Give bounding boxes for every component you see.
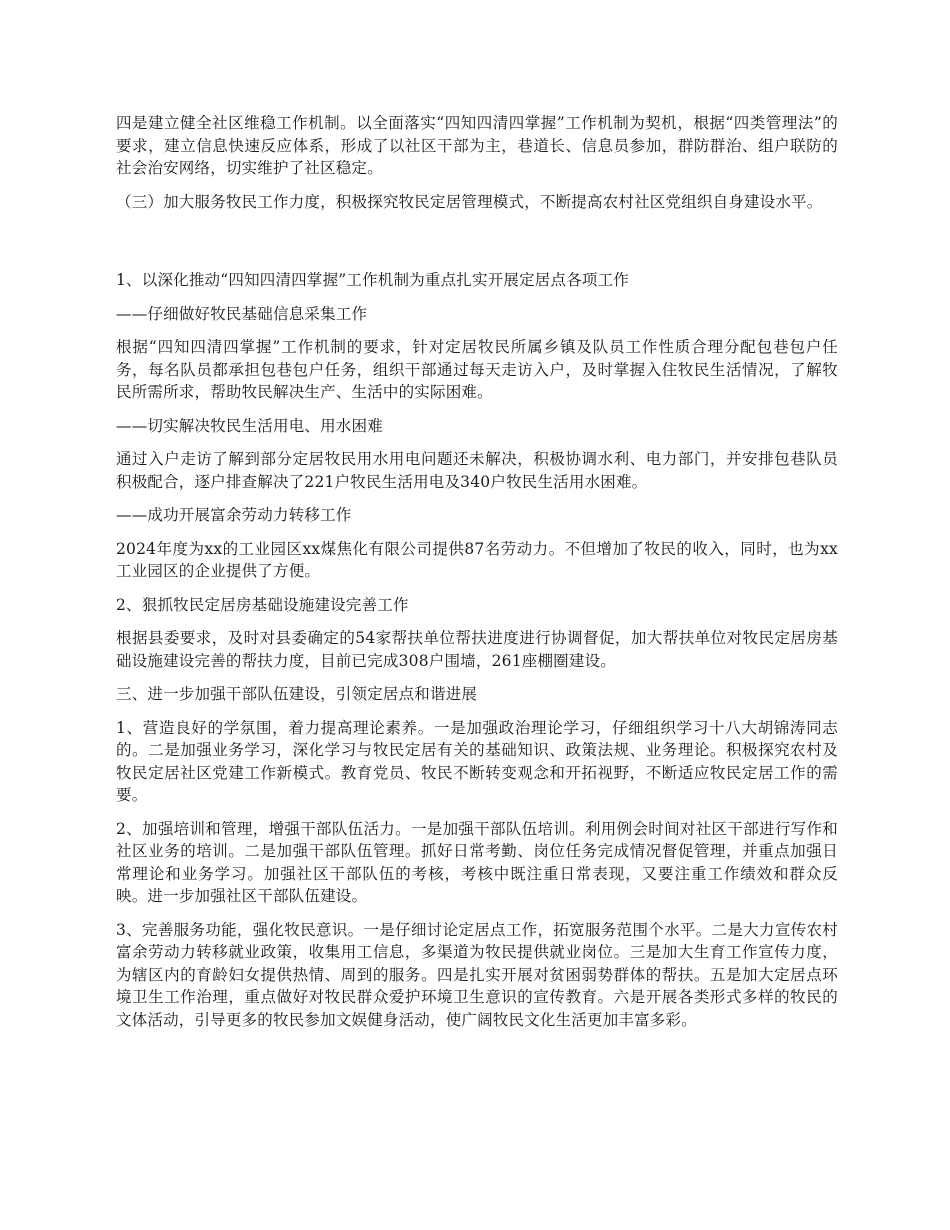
dash-heading-water-power: ——切实解决牧民生活用电、用水困难 <box>116 416 383 435</box>
section-heading-service: （三）加大服务牧民工作力度，积极探究牧民定居管理模式，不断提高农村社区党组织自身建设水平。 <box>116 192 823 211</box>
dash-heading-info-collection: ——仔细做好牧民基础信息采集工作 <box>116 304 368 323</box>
paragraph-labor-transfer: 2024年度为xx的工业园区xx煤焦化有限公司提供87名劳动力。不但增加了牧民的收入，同时，也为xx工业园区的企业提供了方便。 <box>116 539 838 580</box>
paragraph-info-collection: 根据“四知四清四掌握”工作机制的要求，针对定居牧民所属乡镇及队员工作性质合理分配包巷包户任务，每名队员都承担包巷包户任务，组织干部通过每天走访入户，及时掌握入住牧民生活情况，了解牧民所需所求，帮助牧民解决生产、生活中的实际困难。 <box>116 338 838 401</box>
paragraph-housing-infrastructure: 根据县委要求，及时对县委确定的54家帮扶单位帮扶进度进行协调督促，加大帮扶单位对牧民定居房基础设施建设完善的帮扶力度，目前已完成308户围墙，261座棚圈建设。 <box>116 629 838 670</box>
dash-heading-labor-transfer: ——成功开展富余劳动力转移工作 <box>116 506 352 524</box>
subheading-housing-infrastructure: 2、狠抓牧民定居房基础设施建设完善工作 <box>116 595 409 614</box>
paragraph-stability-mechanism: 四是建立健全社区维稳工作机制。以全面落实“四知四清四掌握”工作机制为契机，根据“四类管理法”的要求，建立信息快速反应体系，形成了以社区干部为主，巷道长、信息员参加，群防群治、组户联防的社会治安网络，切实维护了社区稳定。 <box>116 114 838 177</box>
paragraph-training-management: 2、加强培训和管理，增强干部队伍活力。一是加强干部队伍培训。利用例会时间对社区干部进行写作和社区业务的培训。二是加强干部队伍管理。抓好日常考勤、岗位任务完成情况督促管理，并重点加强日常理论和业务学习。加强社区干部队伍的考核，考核中既注重日常表现，又要注重工作绩效和群众反映。进一步加强社区干部队伍建设。 <box>116 819 838 905</box>
paragraph-service-functions: 3、完善服务功能，强化牧民意识。一是仔细讨论定居点工作，拓宽服务范围个水平。二是大力宣传农村富余劳动力转移就业政策，收集用工信息，多渠道为牧民提供就业岗位。三是加大生育工作宣传力度，为辖区内的育龄妇女提供热情、周到的服务。四是扎实开展对贫困弱势群体的帮扶。五是加大定居点环境卫生工作治理，重点做好对牧民群众爱护环境卫生意识的宣传教育。六是开展各类形式多样的牧民的文体活动，引导更多的牧民参加文娱健身活动，使广阔牧民文化生活更加丰富多彩。 <box>116 920 838 1029</box>
subheading-work-mechanism: 1、以深化推动“四知四清四掌握”工作机制为重点扎实开展定居点各项工作 <box>116 271 630 289</box>
paragraph-water-power: 通过入户走访了解到部分定居牧民用水用电问题还未解决，积极协调水利、电力部门，并安排包巷队员积极配合，逐户排查解决了221户牧民生活用电及340户牧民生活用水困难。 <box>116 450 838 491</box>
paragraph-study-atmosphere: 1、营造良好的学氛围，着力提高理论素养。一是加强政治理论学习，仔细组织学习十八大胡锦涛同志的。二是加强业务学习，深化学习与牧民定居有关的基础知识、政策法规、业务理论。积极探究农村及牧民定居社区党建工作新模式。教育党员、牧民不断转变观念和开拓视野，不断适应牧民定居工作的需要。 <box>116 718 838 804</box>
document-body <box>116 112 838 1042</box>
section-heading-cadre-team: 三、进一步加强干部队伍建设，引领定居点和谐进展 <box>116 685 478 703</box>
